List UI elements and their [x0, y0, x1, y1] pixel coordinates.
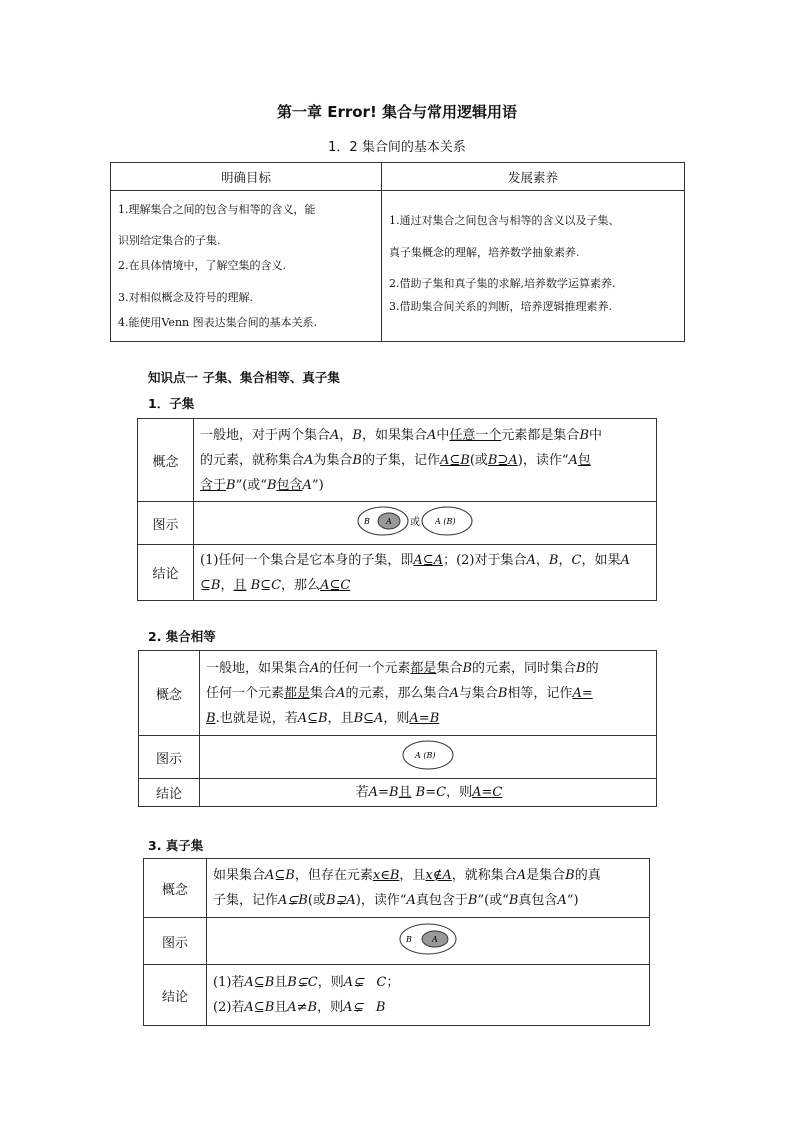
subset-heading: 1．子集 — [148, 396, 195, 411]
proper-conclusion-text: (1)若A⊆B且B⊊C，则A⊊ C； (2)若A⊆B且A≠B，则A⊊ B — [207, 965, 650, 1026]
literacy-item: 2.借助子集和真子集的求解,培养数学运算素养. — [389, 277, 616, 290]
page-title: 第一章 Error! 集合与常用逻辑用语 — [276, 103, 518, 121]
objective-item: 2.在具体情境中，了解空集的含义. — [118, 259, 286, 272]
equality-concept-label: 概念 — [139, 651, 200, 736]
svg-text:B: B — [364, 517, 370, 526]
literacy-item: 1.通过对集合之间包含与相等的含义以及子集、 — [389, 214, 620, 227]
svg-text:或: 或 — [410, 517, 420, 528]
objectives-right-header: 发展素养 — [382, 163, 685, 191]
proper-conclusion-label: 结论 — [144, 965, 207, 1026]
subset-conclusion-label: 结论 — [138, 545, 194, 601]
knowledge-point-heading: 知识点一 子集、集合相等、真子集 — [148, 370, 340, 385]
objectives-left-cell — [111, 191, 382, 342]
objectives-right-cell — [382, 191, 685, 342]
equality-venn-diagram — [200, 736, 657, 779]
svg-text:B: B — [406, 935, 412, 944]
venn-proper-subset-icon — [398, 921, 458, 957]
objective-item: 识别给定集合的子集. — [118, 234, 221, 247]
literacy-item: 真子集概念的理解，培养数学抽象素养. — [389, 246, 580, 259]
set-equality-heading: 2. 集合相等 — [148, 629, 216, 644]
subset-diagram-label: 图示 — [138, 502, 194, 545]
proper-concept-text: 如果集合A⊆B，但存在元素x∈B，且x∉A，就称集合A是集合B的真 子集，记作A⊊B(或B⊋A)，读作“A真包含于B”(或“B真包含A”) — [207, 859, 650, 918]
literacy-item: 3.借助集合间关系的判断，培养逻辑推理素养. — [389, 300, 612, 313]
objective-item: 3.对相似概念及符号的理解. — [118, 291, 253, 304]
equality-concept-text: 一般地，如果集合A的任何一个元素都是集合B的元素，同时集合B的 任何一个元素都是集合A的元素，那么集合A与集合B相等，记作A= B.也就是说，若A⊆B，且B⊆A，则A=B — [200, 651, 657, 736]
subset-table — [137, 418, 657, 601]
subset-venn-diagram — [194, 502, 657, 545]
svg-text:A (B): A (B) — [415, 751, 436, 760]
objectives-left-header: 明确目标 — [111, 163, 382, 191]
equality-table — [138, 650, 657, 807]
proper-concept-label: 概念 — [144, 859, 207, 918]
equality-conclusion-text: 若A=B且 B=C，则A=C — [200, 779, 657, 807]
proper-diagram-label: 图示 — [144, 918, 207, 965]
venn-subset-icon — [355, 504, 495, 538]
venn-equal-icon — [398, 738, 458, 772]
equality-conclusion-label: 结论 — [139, 779, 200, 807]
subset-concept-label: 概念 — [138, 419, 194, 502]
svg-text:A: A — [432, 935, 438, 944]
svg-text:A: A — [386, 517, 392, 526]
section-subtitle: 1．2 集合间的基本关系 — [328, 140, 466, 155]
svg-text:A (B): A (B) — [435, 517, 456, 526]
proper-subset-heading: 3. 真子集 — [148, 838, 204, 853]
equality-diagram-label: 图示 — [139, 736, 200, 779]
objective-item: 1.理解集合之间的包含与相等的含义，能 — [118, 203, 316, 216]
subset-conclusion-text: (1)任何一个集合是它本身的子集，即A⊆A；(2)对于集合A，B，C，如果A ⊆B，且 B⊆C，那么A⊆C — [194, 545, 657, 601]
proper-subset-table — [143, 858, 650, 1026]
objective-item: 4.能使用Venn 图表达集合间的基本关系. — [118, 316, 318, 329]
objectives-table — [110, 162, 685, 342]
subset-concept-text: 一般地，对于两个集合A，B，如果集合A中任意一个元素都是集合B中 的元素，就称集合A为集合B的子集，记作A⊆B(或B⊇A)，读作“A包 含于B”(或“B包含A”) — [194, 419, 657, 502]
proper-venn-diagram — [207, 918, 650, 965]
